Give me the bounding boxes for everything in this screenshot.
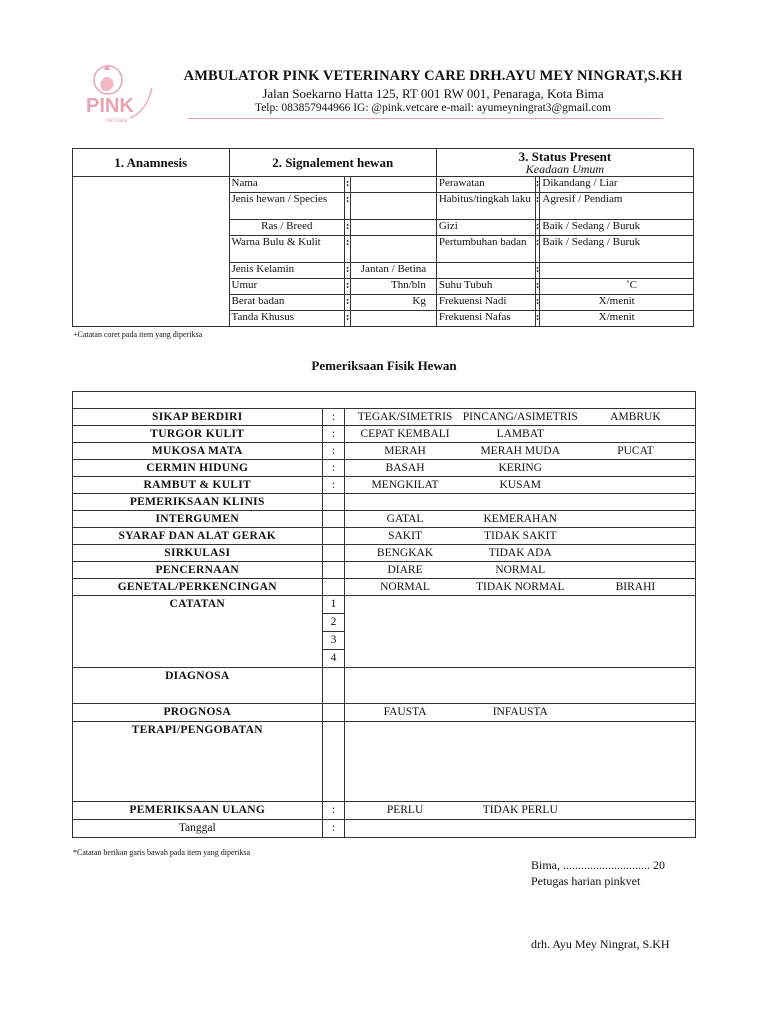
status-value[interactable]: Baik / Sedang / Buruk [540,220,694,236]
status-colon: : [535,177,540,193]
exam-option[interactable]: TIDAK ADA [488,547,552,559]
exam-item-options [345,443,696,460]
sig-value[interactable] [351,193,437,220]
exam-option[interactable]: MENGKILAT [371,479,439,491]
status-label: Perawatan [436,177,535,193]
status-label: Pertumbuhan badan [436,236,535,263]
exam-item-label: CERMIN HIDUNG [73,460,323,477]
exam-item-label: GENETAL/PERKENCINGAN [73,579,323,596]
exam-option[interactable]: KUSAM [499,479,541,491]
status-colon: : [535,295,540,311]
sig-colon: : [345,220,351,236]
signature-role: Petugas harian pinkvet [531,874,641,888]
exam-item-label: RAMBUT & KULIT [73,477,323,494]
exam-item-colon [322,528,345,545]
catatan-num: 2 [322,614,345,632]
exam-item-colon [322,545,345,562]
exam-option[interactable]: DIARE [387,564,423,576]
signalement-table [72,148,694,327]
exam-item-colon [322,562,345,579]
exam-item-label: SIRKULASI [73,545,323,562]
sig-colon: : [345,177,351,193]
status-value[interactable]: X/menit [540,295,694,311]
exam-option[interactable] [578,564,693,577]
sig-label: Tanda Khusus [229,311,345,327]
sig-value[interactable] [351,220,437,236]
exam-item-options [345,562,696,579]
terapi-field[interactable] [345,722,696,802]
exam-item-label: PEMERIKSAAN KLINIS [73,494,323,511]
diagnosa-field[interactable] [345,668,696,704]
status-label: Suhu Tubuh [436,279,535,295]
svg-text:PINK: PINK [86,95,134,117]
status-colon: : [535,311,540,327]
exam-item-options [345,511,696,528]
option-infausta[interactable]: INFAUSTA [492,706,548,718]
sig-colon: : [345,236,351,263]
exam-option[interactable]: CEPAT KEMBALI [360,428,450,440]
diagnosa-label: DIAGNOSA [73,668,323,704]
tanggal-label: Tanggal [73,820,323,838]
exam-option[interactable]: TEGAK/SIMETRIS [357,411,453,423]
exam-option[interactable]: TIDAK SAKIT [483,530,557,542]
exam-option[interactable] [578,547,693,560]
exam-item-colon [322,511,345,528]
status-present-header [436,149,693,177]
svg-text:vet care: vet care [106,118,128,124]
sig-value[interactable] [351,236,437,263]
ulang-label: PEMERIKSAAN ULANG [73,802,323,820]
exam-option[interactable]: BENGKAK [376,547,434,559]
exam-option[interactable]: AMBRUK [610,411,661,423]
exam-item-label: PENCERNAAN [73,562,323,579]
catatan-label: CATATAN [73,596,323,668]
sig-colon: : [345,279,351,295]
sig-colon: : [345,263,351,279]
sig-value[interactable]: Kg [351,295,437,311]
exam-item-options [345,528,696,545]
sig-colon: : [345,311,351,327]
exam-item-label: SYARAF DAN ALAT GERAK [73,528,323,545]
exam-option[interactable]: NORMAL [380,581,430,593]
exam-item-options [345,545,696,562]
exam-option[interactable] [578,530,693,543]
prognosa-colon [322,704,345,722]
exam-item-options [345,494,696,511]
sig-value[interactable] [351,311,437,327]
status-label: Frekuensi Nadi [436,295,535,311]
clinic-address: Jalan Soekarno Hatta 125, RT 001 RW 001, Penaraga, Kota Bima [262,86,604,101]
exam-item-colon: : [322,460,345,477]
exam-item-colon [322,494,345,511]
status-value[interactable]: Agresif / Pendiam [540,193,694,220]
exam-option[interactable] [578,428,693,441]
status-value[interactable]: ˚C [540,279,694,295]
exam-item-options [345,409,696,426]
sig-label: Ras / Breed [229,220,345,236]
diagnosa-colon [322,668,345,704]
sig-label: Nama [229,177,345,193]
exam-option[interactable] [578,513,693,526]
anamnesis-field[interactable] [73,177,230,327]
exam-item-colon: : [322,477,345,494]
note-garis-bawah: *Catatan berikan garis bawah pada item yang diperiksa [73,848,251,857]
catatan-field[interactable] [345,596,696,668]
option-fausta[interactable]: FAUSTA [383,706,427,718]
clinic-name: AMBULATOR PINK VETERINARY CARE DRH.AYU MEY NINGRAT,S.KH [183,68,683,84]
signature-name: drh. Ayu Mey Ningrat, S.KH [531,937,670,951]
exam-blank-header [73,392,696,409]
signalement-header: 2. Signalement hewan [229,149,436,177]
exam-title: Pemeriksaan Fisik Hewan [311,358,457,373]
exam-option[interactable]: PUCAT [617,445,654,457]
exam-item-options [345,477,696,494]
sig-value[interactable] [351,177,437,193]
exam-option[interactable]: GATAL [386,513,424,525]
status-colon: : [535,236,540,263]
exam-option[interactable]: LAMBAT [496,428,544,440]
status-value[interactable] [540,263,694,279]
exam-item-colon: : [322,426,345,443]
exam-item-label: TURGOR KULIT [73,426,323,443]
exam-option[interactable]: SAKIT [388,530,422,542]
prognosa-label: PROGNOSA [73,704,323,722]
sig-label: Warna Bulu & Kulit [229,236,345,263]
option-tidak-perlu[interactable]: TIDAK PERLU [482,804,558,816]
clinic-contact: Telp: 083857944966 IG: @pink.vetcare e-mail: ayumeyningrat3@gmail.com [254,102,612,114]
exam-option[interactable]: MERAH MUDA [480,445,560,457]
exam-option[interactable] [578,479,693,492]
status-value[interactable]: X/menit [540,311,694,327]
clinic-logo [82,58,158,126]
exam-option[interactable]: BIRAHI [615,581,656,593]
status-label [436,263,535,279]
note-coret: +Catatan coret pada item yang diperiksa [73,330,203,339]
catatan-num: 3 [322,632,345,650]
exam-option[interactable]: KEMERAHAN [483,513,557,525]
tanggal-field[interactable] [345,820,696,838]
exam-option[interactable]: PINCANG/ASIMETRIS [462,411,578,423]
exam-option[interactable]: KERING [498,462,542,474]
status-colon: : [535,193,540,220]
sig-label: Berat badan [229,295,345,311]
exam-item-options [345,426,696,443]
status-value[interactable]: Baik / Sedang / Buruk [540,236,694,263]
signature-place-date: Bima, ............................. 20 [531,858,665,872]
exam-item-colon [322,579,345,596]
ulang-options [345,802,696,820]
exam-option[interactable]: BASAH [385,462,425,474]
header-divider [188,118,663,119]
exam-option[interactable]: TIDAK NORMAL [475,581,565,593]
status-label: Gizi [436,220,535,236]
catatan-num: 4 [322,650,345,668]
exam-option[interactable]: MERAH [384,445,426,457]
sig-colon: : [345,193,351,220]
prognosa-options [345,704,696,722]
exam-item-options [345,579,696,596]
status-present-title: 3. Status Present [518,148,612,164]
terapi-colon [322,722,345,802]
tanggal-colon: : [322,820,345,838]
exam-item-options [345,460,696,477]
exam-item-colon: : [322,443,345,460]
exam-item-label: INTERGUMEN [73,511,323,528]
sig-colon: : [345,295,351,311]
exam-option[interactable]: NORMAL [495,564,546,576]
status-colon: : [535,263,540,279]
anamnesis-header: 1. Anamnesis [73,149,230,177]
exam-option[interactable] [578,462,693,475]
physical-exam-table [72,391,696,838]
sig-value[interactable]: Thn/bln [351,279,437,295]
status-colon: : [535,279,540,295]
status-value[interactable]: Dikandang / Liar [540,177,694,193]
exam-item-colon: : [322,409,345,426]
catatan-num: 1 [322,596,345,614]
option-perlu[interactable]: PERLU [386,804,424,816]
terapi-label: TERAPI/PENGOBATAN [73,722,323,802]
keadaan-umum-subtitle: Keadaan Umum [525,161,605,176]
status-label: Habitus/tingkah laku [436,193,535,220]
sig-label: Jenis Kelamin [229,263,345,279]
ulang-colon: : [322,802,345,820]
sig-label: Umur [229,279,345,295]
status-label: Frekuensi Nafas [436,311,535,327]
exam-item-label: SIKAP BERDIRI [73,409,323,426]
exam-item-label: MUKOSA MATA [73,443,323,460]
sig-label: Jenis hewan / Species [229,193,345,220]
sig-value[interactable]: Jantan / Betina [351,263,437,279]
status-colon: : [535,220,540,236]
